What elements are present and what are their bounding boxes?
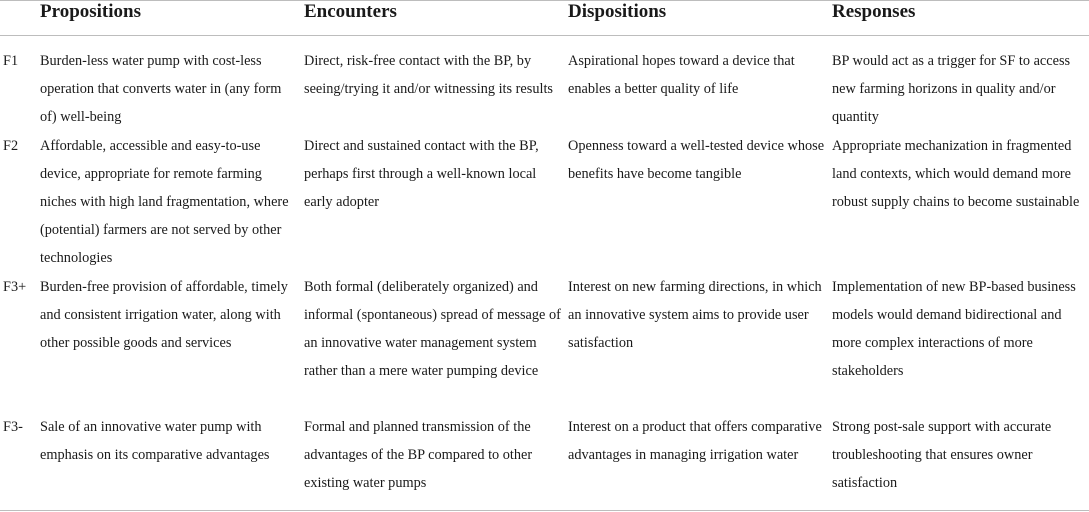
responses-cell: Strong post-sale support with accurate troubleshooting that ensures owner satisfaction (832, 419, 1052, 491)
dispositions-cell: Aspirational hopes toward a device that enables a better quality of life (568, 53, 795, 97)
header-responses: Responses (832, 1, 916, 22)
propositions-cell: Affordable, accessible and easy-to-use device, appropriate for remote farming niches with high land fragmentation, where (potential) farmers are not served by other technologies (40, 138, 289, 266)
responses-cell: Implementation of new BP-based business models would demand bidirectional and more complex interactions of more stakeholders (832, 279, 1076, 379)
dispositions-cell: Interest on a product that offers comparative advantages in managing irrigation water (568, 419, 822, 463)
responses-cell: BP would act as a trigger for SF to access new farming horizons in quality and/or quantity (832, 53, 1071, 125)
dispositions-cell: Interest on new farming directions, in which an innovative system aims to provide user satisfaction (568, 279, 822, 351)
header-rule (0, 35, 1089, 36)
encounters-cell: Direct, risk-free contact with the BP, by seeing/trying it and/or witnessing its results (304, 53, 553, 97)
row-id: F1 (3, 53, 19, 69)
row-id: F3+ (3, 279, 27, 295)
header-propositions: Propositions (40, 1, 142, 22)
bottom-rule (0, 510, 1089, 511)
encounters-cell: Both formal (deliberately organized) and informal (spontaneous) spread of message of an innovative water management system rather than a mere water pumping device (304, 279, 561, 379)
header-encounters: Encounters (304, 1, 397, 22)
propositions-cell: Burden-less water pump with cost-less operation that converts water in (any form of) well-being (40, 53, 282, 125)
top-rule (0, 0, 1089, 1)
header-dispositions: Dispositions (568, 1, 667, 22)
encounters-cell: Formal and planned transmission of the advantages of the BP compared to other existing water pumps (304, 419, 533, 491)
propositions-cell: Sale of an innovative water pump with emphasis on its comparative advantages (40, 419, 270, 463)
propositions-cell: Burden-free provision of affordable, timely and consistent irrigation water, along with other possible goods and services (40, 279, 288, 351)
dispositions-cell: Openness toward a well-tested device whose benefits have become tangible (568, 138, 825, 182)
encounters-cell: Direct and sustained contact with the BP, perhaps first through a well-known local early adopter (304, 138, 539, 210)
row-id: F3- (3, 419, 23, 435)
responses-cell: Appropriate mechanization in fragmented land contexts, which would demand more robust supply chains to become sustainable (832, 138, 1080, 210)
row-id: F2 (3, 138, 19, 154)
